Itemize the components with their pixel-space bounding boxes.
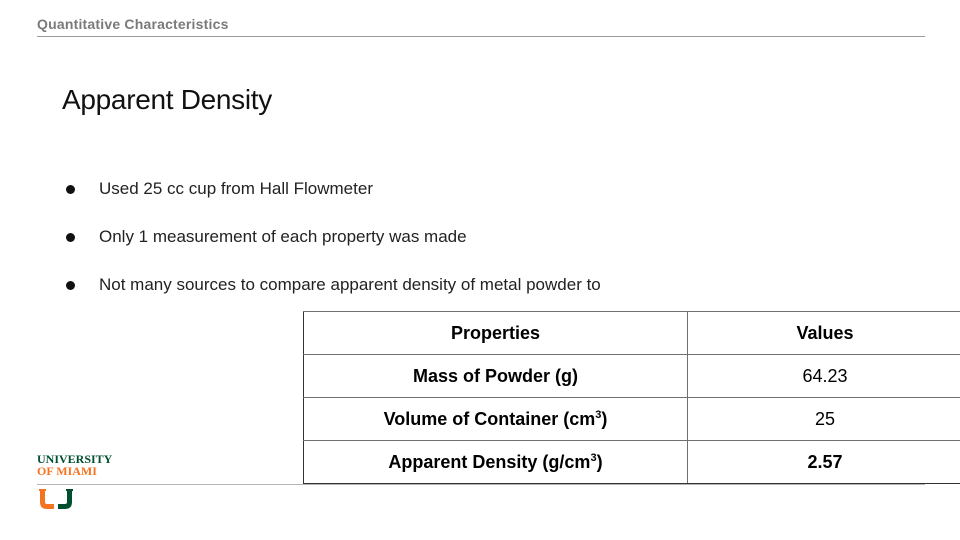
property-label: Mass of Powder (g) — [412, 365, 578, 386]
unit-superscript: 3 — [590, 451, 597, 464]
bullet-item — [62, 225, 601, 249]
properties-table — [303, 311, 960, 484]
value-cell: 64.23 — [688, 355, 960, 398]
footer-divider — [37, 484, 925, 485]
table-row — [304, 355, 960, 398]
university-logo-wordmark — [37, 453, 112, 477]
bullet-dot-icon — [66, 185, 75, 194]
property-cell — [304, 355, 688, 398]
bullet-dot-icon — [66, 281, 75, 290]
header-divider — [37, 36, 925, 37]
bullet-item — [62, 273, 601, 297]
unit-superscript: 3 — [595, 408, 602, 421]
section-title: Quantitative Characteristics — [37, 16, 229, 32]
bullet-item — [62, 177, 601, 201]
table-header-row — [304, 312, 960, 355]
property-suffix: ) — [601, 408, 608, 429]
property-label: Apparent Density (g/cm — [388, 451, 591, 472]
bullet-text: Only 1 measurement of each property was made — [99, 227, 467, 246]
column-header-values: Values — [688, 312, 960, 355]
column-header-properties: Properties — [304, 312, 688, 355]
value-cell: 25 — [688, 398, 960, 441]
logo-line-university: UNIVERSITY — [37, 452, 113, 466]
value-cell: 2.57 — [688, 441, 960, 484]
property-cell — [304, 398, 688, 441]
bullet-text: Not many sources to compare apparent density of metal powder to — [99, 275, 601, 294]
logo-line-of-miami: OF MIAMI — [37, 464, 97, 478]
bullet-text: Used 25 cc cup from Hall Flowmeter — [99, 179, 373, 198]
property-suffix: ) — [596, 451, 603, 472]
property-cell — [304, 441, 688, 484]
table-row — [304, 398, 960, 441]
slide-title: Apparent Density — [62, 84, 272, 115]
bullet-dot-icon — [66, 233, 75, 242]
bullet-list — [62, 177, 601, 321]
property-label: Volume of Container (cm — [383, 408, 596, 429]
split-u-logo-icon — [38, 488, 74, 510]
table-row — [304, 441, 960, 484]
